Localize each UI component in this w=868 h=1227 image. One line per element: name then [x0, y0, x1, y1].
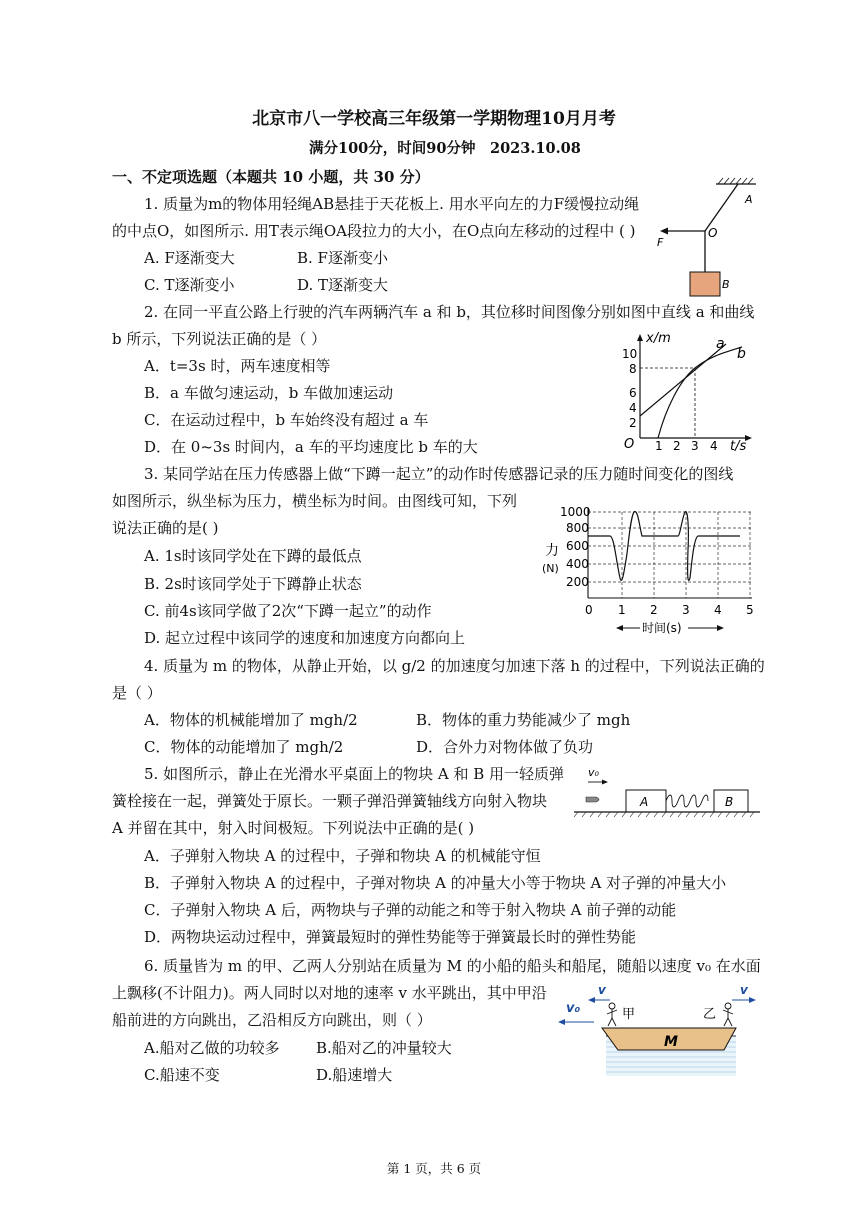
q4-option-b: B．物体的重力势能减少了 mgh [416, 711, 631, 729]
q1-label-b: B [722, 278, 730, 291]
q1-label-f: F [657, 236, 664, 249]
q6-label-yi: 乙 [703, 1007, 717, 1022]
q3-y-unit: (N) [542, 562, 559, 575]
q5-label-a: A [640, 795, 649, 809]
q2-curve-b [658, 347, 742, 438]
q5-stem-line2: 簧栓接在一起，弹簧处于原长。一颗子弹沿弹簧轴线方向射入物块 [112, 792, 548, 810]
q2-ytick: 8 [629, 362, 637, 376]
q3-xtick: 2 [650, 603, 658, 617]
q5-option-c: C．子弹射入物块 A 后，两物块与子弹的动能之和等于射入物块 A 前子弹的动能 [144, 901, 677, 919]
q2-ytick: 10 [622, 347, 638, 361]
q6-stem-line1: 6. 质量皆为 m 的甲、乙两人分别站在质量为 M 的小船的船头和船尾，随船以速度 v₀ 在水面 [144, 957, 761, 975]
q3-xtick: 1 [618, 603, 626, 617]
q4-option-a: A．物体的机械能增加了 mgh/2 [144, 711, 358, 729]
q6-label-v0: v₀ [566, 1001, 581, 1016]
q1-stem-line2: 的中点O，如图所示. 用T表示绳OA段拉力的大小，在O点向左移动的过程中 ( ) [112, 222, 636, 240]
q6-stem-line3: 船前进的方向跳出，乙沿相反方向跳出，则（ ） [112, 1011, 432, 1029]
q2-xtick: 3 [691, 439, 699, 453]
q3-ytick: 600 [566, 539, 589, 553]
q3-xtick: 3 [682, 603, 690, 617]
q2-y-label: x/m [646, 331, 671, 346]
q6-label-v-left: v [598, 983, 606, 997]
q3-option-c: C. 前4s该同学做了2次“下蹲一起立”的动作 [144, 602, 432, 620]
q2-xtick: 1 [655, 439, 663, 453]
q2-option-d: D．在 0~3s 时间内，a 车的平均速度比 b 车的大 [144, 438, 478, 456]
q1-option-a: A. F逐渐变大 [144, 249, 235, 267]
q6-option-b: B.船对乙的冲量较大 [316, 1039, 452, 1057]
q2-option-a: A．t=3s 时，两车速度相等 [144, 357, 331, 375]
q5-stem-line1: 5. 如图所示，静止在光滑水平桌面上的物块 A 和 B 用一轻质弹 [144, 765, 565, 783]
q3-ytick: 1000 [560, 505, 591, 519]
q2-xtick: 2 [673, 439, 681, 453]
q3-xtick: 4 [714, 603, 722, 617]
exam-date: 2023.10.08 [490, 140, 581, 157]
q5-figure [572, 762, 762, 822]
q3-stem-line2: 如图所示，纵坐标为压力，横坐标为时间。由图线可知，下列 [112, 492, 518, 510]
q6-option-a: A.船对乙做的功较多 [144, 1039, 280, 1057]
q6-option-d: D.船速增大 [316, 1066, 393, 1084]
q4-stem-line2: 是（ ） [112, 684, 162, 702]
q5-spring [666, 795, 708, 807]
q3-y-label: 力 [545, 543, 559, 559]
q6-label-jia: 甲 [622, 1007, 636, 1022]
q1-figure [648, 176, 758, 308]
q6-label-v-right: v [740, 983, 748, 997]
q1-label-a: A [745, 193, 753, 206]
q2-ytick: 6 [629, 386, 637, 400]
q2-chart [618, 330, 758, 454]
exam-info: 满分100分，时间90分钟 [309, 140, 476, 157]
q3-option-b: B. 2s时该同学处于下蹲静止状态 [144, 575, 362, 593]
page-title: 北京市八一学校高三年级第一学期物理10月月考 [252, 109, 616, 129]
q1-option-c: C. T逐渐变小 [144, 276, 235, 294]
q3-option-a: A. 1s时该同学处在下蹲的最低点 [144, 547, 362, 565]
q6-option-c: C.船速不变 [144, 1066, 220, 1084]
q5-bullet [586, 797, 599, 802]
q4-stem-line1: 4. 质量为 m 的物体，从静止开始，以 g/2 的加速度匀加速下落 h 的过程中，下列说法正确的 [144, 657, 765, 675]
q4-option-c: C．物体的动能增加了 mgh/2 [144, 738, 344, 756]
q2-option-b: B．a 车做匀速运动，b 车做加速运动 [144, 384, 394, 402]
q3-stem-line3: 说法正确的是( ) [112, 519, 219, 537]
q6-label-m: M [664, 1034, 678, 1050]
q2-line-a [640, 344, 726, 416]
q6-stem-line2: 上飘移(不计阻力)。两人同时以对地的速率 v 水平跳出，其中甲沿 [112, 984, 547, 1002]
q1-stem-line1: 1. 质量为m的物体用轻绳AB悬挂于天花板上. 用水平向左的力F缓慢拉动绳 [144, 195, 640, 213]
q5-stem-line3: A 并留在其中，射入时间极短。下列说法中正确的是( ) [112, 819, 475, 837]
q5-option-b: B．子弹射入物块 A 的过程中，子弹对物块 A 的冲量大小等于物块 A 对子弹的冲量大小 [144, 874, 727, 892]
q3-ytick: 200 [566, 575, 589, 589]
q3-xtick: 0 [585, 603, 593, 617]
q2-ytick: 4 [629, 401, 637, 415]
q3-ytick: 800 [566, 521, 589, 535]
q4-option-d: D．合外力对物体做了负功 [416, 738, 594, 756]
q2-series-b-label: b [737, 346, 746, 362]
q6-figure [556, 982, 762, 1078]
section-heading: 一、不定项选题（本题共 10 小题，共 30 分） [112, 168, 430, 186]
q2-x-label: t/s [730, 439, 747, 454]
q5-label-v0: v₀ [588, 766, 599, 779]
q6-person-jia [607, 1009, 617, 1026]
q5-label-b: B [725, 795, 734, 809]
q5-option-d: D．两物块运动过程中，弹簧最短时的弹性势能等于弹簧最长时的弹性势能 [144, 928, 637, 946]
q5-option-a: A．子弹射入物块 A 的过程中，子弹和物块 A 的机械能守恒 [144, 847, 541, 865]
q1-option-d: D. T逐渐变大 [297, 276, 389, 294]
q1-option-b: B. F逐渐变小 [297, 249, 388, 267]
q2-stem-line2: b 所示，下列说法正确的是（ ） [112, 330, 327, 348]
q3-xtick: 5 [746, 603, 754, 617]
q3-chart [538, 500, 760, 640]
page-footer: 第 1 页，共 6 页 [386, 1161, 482, 1176]
q2-origin: O [624, 437, 635, 452]
q2-stem-line1: 2. 在同一平直公路上行驶的汽车两辆汽车 a 和 b，其位移时间图像分别如图中直线 a 和曲线 [144, 303, 755, 321]
q3-stem-line1: 3. 某同学站在压力传感器上做“下蹲一起立”的动作时传感器记录的压力随时间变化的图线 [144, 465, 734, 483]
q2-series-a-label: a [716, 336, 725, 352]
q1-label-o: O [708, 226, 718, 240]
q3-option-d: D. 起立过程中该同学的速度和加速度方向都向上 [144, 629, 466, 647]
q2-xtick: 4 [710, 439, 718, 453]
q6-person-yi [723, 1009, 733, 1026]
q2-option-c: C．在运动过程中，b 车始终没有超过 a 车 [144, 411, 429, 429]
q3-x-label: 时间(s) [642, 621, 682, 635]
q3-ytick: 400 [566, 557, 589, 571]
q2-ytick: 2 [629, 416, 637, 430]
